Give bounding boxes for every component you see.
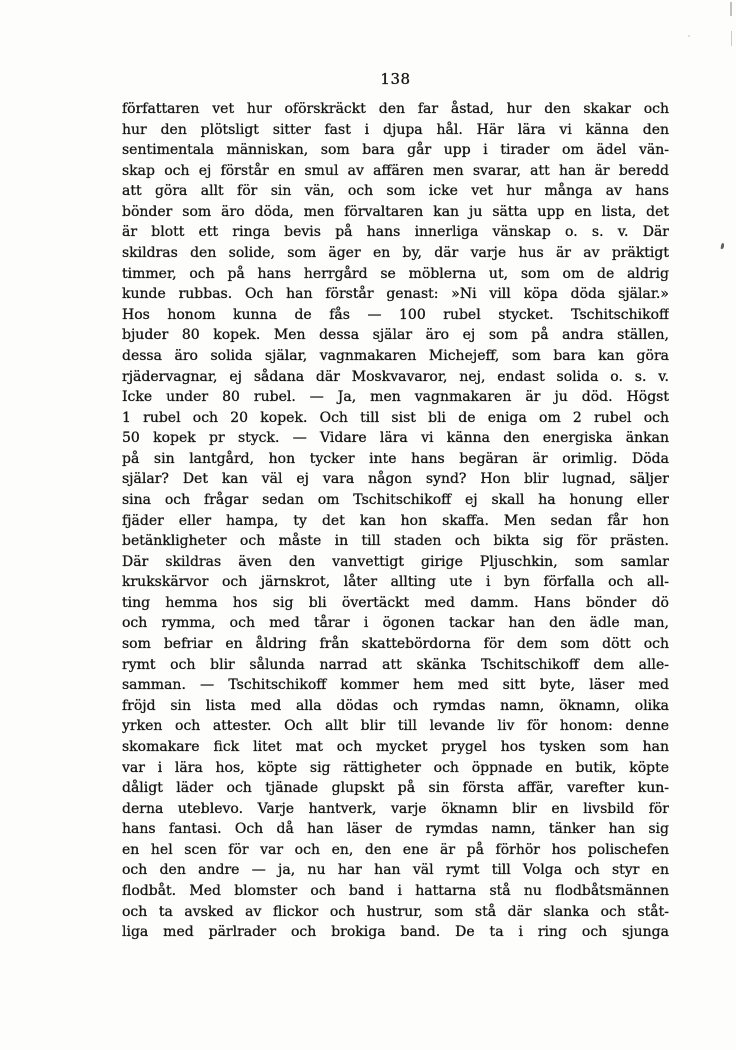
text-line: hur den plötsligt sitter fast i djupa hål. Här lära vi känna den — [122, 121, 669, 138]
text-line: dåligt läder och tjänade glupskt på sin första affär, varefter kun- — [122, 780, 669, 797]
text-line: hans fantasi. Och då han läser de rymdas namn, tänker han sig — [122, 821, 669, 838]
text-line: författaren vet hur oförskräckt den far åstad, hur den skakar och — [122, 101, 669, 117]
page-number: 138 — [380, 70, 411, 88]
text-line: liga med pärlrader och brokiga band. De ta i ring och sjunga — [122, 924, 669, 941]
text-line: ting hemma hos sig bli övertäckt med damm. Hans bönder dö — [122, 594, 669, 611]
text-line: dessa äro solida själar, vagnmakaren Michejeff, som bara kan göra — [122, 347, 669, 364]
scan-artifact-dot-icon — [688, 35, 690, 37]
scan-artifact-dash-icon — [730, 2, 732, 16]
text-line: krukskärvor och järnskrot, låter allting ute i byn förfalla och all- — [122, 574, 669, 591]
text-line: timmer, och på hans herrgård se möblerna ut, som om de aldrig — [122, 265, 669, 282]
body-text — [122, 99, 669, 943]
text-line: en hel scen för var och en, den ene är på förhör hos polischefen — [122, 841, 669, 858]
text-line: rymt och blir sålunda narrad att skänka Tschitschikoff dem alle- — [122, 656, 669, 673]
text-line: kunde rubbas. Och han förstår genast: »Ni vill köpa döda själar.» — [122, 286, 669, 303]
text-line: samman. — Tschitschikoff kommer hem med sitt byte, läser med — [122, 677, 669, 694]
scan-artifact-dash-icon — [731, 31, 732, 46]
text-line: betänkligheter och måste in till staden och bikta sig för prästen. — [122, 533, 669, 550]
text-line: skildras den solide, som äger en by, där varje hus är av präktigt — [122, 245, 669, 262]
text-line: 50 kopek pr styck. — Vidare lära vi känna den energiska änkan — [122, 430, 669, 447]
text-line: är blott ett ringa bevis på hans innerliga vänskap o. s. v. Där — [122, 224, 669, 241]
text-line: var i lära hos, köpte sig rättigheter och öppnade en butik, köpte — [122, 759, 669, 776]
text-line: själar? Det kan väl ej vara någon synd? Hon blir lugnad, säljer — [122, 471, 669, 488]
text-line: att göra allt för sin vän, och som icke vet hur många av hans — [122, 183, 669, 200]
text-line: sentimentala människan, som bara går upp i tirader om ädel vän- — [122, 142, 669, 159]
text-line: och ta avsked av flickor och hustrur, som stå där slanka och ståt- — [122, 903, 669, 920]
text-line: Där skildras även den vanvettigt girige Pljuschkin, som samlar — [122, 553, 669, 570]
text-line: skomakare fick litet mat och mycket prygel hos tysken som han — [122, 738, 669, 755]
text-line: 1 rubel och 20 kopek. Och till sist bli de eniga om 2 rubel och — [122, 409, 669, 426]
text-line: Hos honom kunna de fås — 100 rubel stycket. Tschitschikoff — [122, 306, 669, 323]
text-line: sina och frågar sedan om Tschitschikoff ej skall ha honung eller — [122, 491, 669, 508]
text-line: Icke under 80 rubel. — Ja, men vagnmakaren är ju död. Högst — [122, 389, 669, 406]
text-line: bönder som äro döda, men förvaltaren kan ju sätta upp en lista, det — [122, 203, 669, 220]
text-line: på sin lantgård, hon tycker inte hans begäran är orimlig. Döda — [122, 450, 669, 467]
text-line: och rymma, och med tårar i ögonen tackar han den ädle man, — [122, 615, 669, 632]
text-line: bjuder 80 kopek. Men dessa själar äro ej som på andra ställen, — [122, 327, 669, 344]
text-line: som befriar en åldring från skattebördorna för dem som dött och — [122, 636, 669, 653]
text-line: och den andre — ja, nu har han väl rymt till Volga och styr en — [122, 862, 669, 879]
text-line: yrken och attester. Och allt blir till levande liv för honom: denne — [122, 718, 669, 735]
text-line: fjäder eller hampa, ty det kan hon skaffa. Men sedan får hon — [122, 512, 669, 529]
text-line: derna uteblevo. Varje hantverk, varje öknamn blir en livsbild för — [122, 800, 669, 817]
scan-artifact-speck-icon — [721, 243, 725, 249]
text-line: fröjd sin lista med alla dödas och rymdas namn, öknamn, olika — [122, 697, 669, 714]
text-line: flodbåt. Med blomster och band i hattarna stå nu flodbåtsmännen — [122, 882, 669, 899]
text-line: skap och ej förstår en smul av affären men svarar, att han är beredd — [122, 162, 669, 179]
text-line: rjädervagnar, ej sådana där Moskvavaror, nej, endast solida o. s. v. — [122, 368, 669, 385]
